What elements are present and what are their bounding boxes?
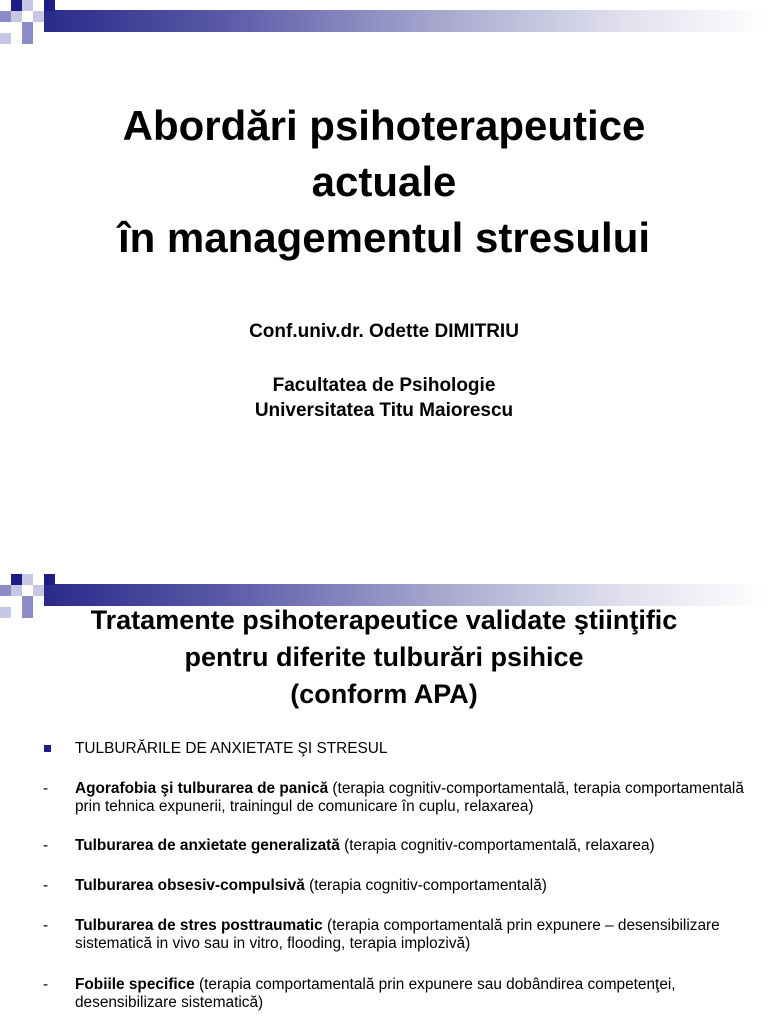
treatment-details: (terapia cognitiv-comportamentală) — [304, 877, 547, 894]
list-item — [43, 976, 755, 1012]
title-line: pentru diferite tulburări psihice — [184, 642, 584, 672]
treatment-details: (terapia comportamentală prin expunere – desensibilizare sistematică in vivo sau in vitro, flooding, terapia implozivă) — [75, 917, 720, 952]
title-line: Tratamente psihoterapeutice validate ştiinţific — [90, 605, 678, 635]
institution — [20, 373, 748, 423]
faculty-line: Facultatea de Psihologie — [272, 375, 496, 396]
list-item — [43, 917, 755, 953]
decor-square — [11, 585, 22, 596]
treatment-details: (terapia cognitiv-comportamentală, relaxarea) — [339, 837, 655, 854]
title-line: Abordări psihoterapeutice — [122, 102, 646, 149]
decor-square — [0, 585, 11, 596]
disorder-name: Tulburarea de anxietate generalizată — [75, 837, 340, 854]
disorder-name: Agorafobia şi tulburarea de panică — [75, 780, 329, 797]
dash-marker: - — [43, 877, 49, 894]
header-gradient-bar — [44, 10, 768, 32]
decor-square — [22, 574, 33, 585]
disorder-name: Tulburarea obsesiv-compulsivă — [75, 877, 305, 894]
decor-square — [0, 11, 11, 22]
treatment-details: (terapia comportamentală prin expunere sau dobândirea competenţei, desensibilizare sistematică) — [75, 976, 676, 1011]
treatment-details: (terapia cognitiv-comportamentală, terapia comportamentală prin tehnica expunerii, trainingul de comunicare în cuplu, relaxarea) — [75, 780, 744, 815]
decor-square — [11, 574, 22, 585]
decor-square — [33, 11, 44, 22]
dash-marker: - — [43, 917, 49, 934]
content-slide — [0, 574, 768, 1024]
disorder-name: Tulburarea de stres posttraumatic — [75, 917, 323, 934]
decor-square — [22, 33, 33, 44]
section-heading — [75, 740, 387, 758]
decor-square — [44, 574, 55, 585]
list-item — [43, 780, 755, 816]
dash-marker: - — [43, 780, 49, 797]
square-bullet-icon — [44, 745, 51, 752]
section-heading-text: TULBURĂRILE DE ANXIETATE ŞI STRESUL — [75, 740, 388, 757]
author-name: Conf.univ.dr. Odette DIMITRIU — [249, 321, 519, 342]
title-line: actuale — [311, 158, 457, 205]
presentation-title — [20, 98, 748, 266]
decor-square — [44, 0, 55, 11]
university-line: Universitatea Titu Maiorescu — [254, 400, 514, 421]
decor-square — [22, 22, 33, 33]
decor-square — [0, 607, 11, 618]
dash-marker: - — [43, 976, 49, 993]
decor-square — [22, 0, 33, 11]
slide-title — [20, 602, 748, 713]
decor-square — [11, 11, 22, 22]
list-item — [43, 837, 755, 855]
disorder-name: Fobiile specifice — [75, 976, 195, 993]
decor-square — [11, 0, 22, 11]
title-line: (conform APA) — [290, 679, 478, 709]
decor-square — [0, 33, 11, 44]
title-line: în managementul stresului — [117, 214, 651, 261]
header-band — [0, 0, 768, 48]
decor-square — [33, 585, 44, 596]
list-item — [43, 877, 755, 895]
dash-marker: - — [43, 837, 49, 854]
